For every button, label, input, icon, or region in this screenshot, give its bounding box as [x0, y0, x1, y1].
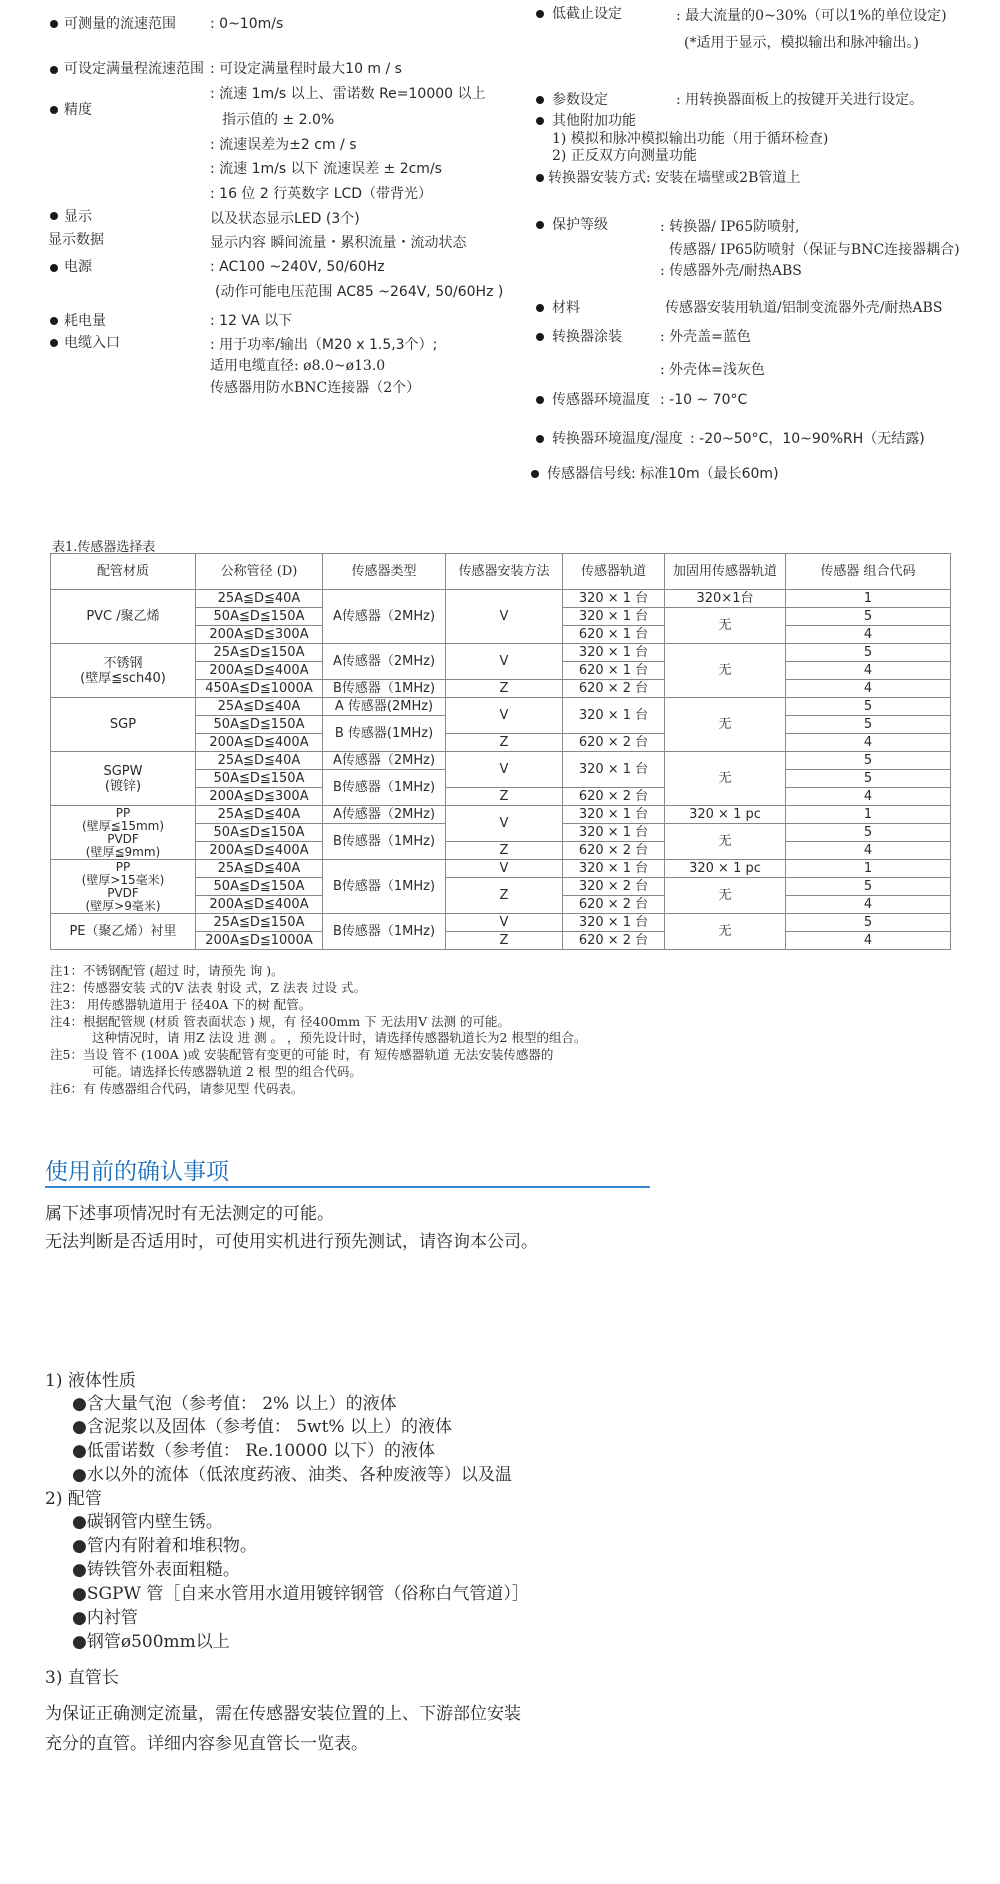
code-cell: 5	[786, 824, 951, 842]
checklist-item: ●含泥浆以及固体（参考值： 5wt% 以上）的液体	[72, 1417, 452, 1437]
note-line: 注2：传感器安装 式的V 法表 射设 式，Z 法表 过设 式。	[50, 980, 366, 995]
material-name: PVDF	[107, 831, 139, 846]
method-cell: Z	[446, 878, 563, 914]
spec-value: : 传感器外壳/耐热ABS	[660, 263, 802, 279]
material-cell: PVC /聚乙烯	[51, 590, 196, 644]
rail-cell: 620 × 2 台	[563, 896, 665, 914]
material-note: (镀锌)	[104, 778, 142, 794]
intro-line: 属下述事项情况时有无法测定的可能。	[45, 1204, 334, 1224]
checklist-heading: 2) 配管	[45, 1489, 102, 1509]
checklist-heading: 1) 液体性质	[45, 1371, 136, 1391]
rail-cell: 620 × 2 台	[563, 788, 665, 806]
material-cell	[51, 752, 196, 806]
spec-label: 转换器环境温度/湿度	[552, 431, 683, 447]
checklist-item: ●低雷诺数（参考值： Re.10000 以下）的液体	[72, 1441, 435, 1461]
reinforcement-cell: 无	[665, 824, 786, 860]
spec-value: : 外壳体=浅灰色	[660, 362, 765, 378]
bullet-icon	[531, 470, 539, 478]
note-line: 注1：不锈钢配管 (超过 时，请预先 询 )。	[50, 963, 284, 978]
sensor-type-cell: A 传感器(2MHz)	[323, 698, 446, 716]
method-cell: V	[446, 914, 563, 932]
rail-cell: 320 × 2 台	[563, 878, 665, 896]
rail-cell: 620 × 2 台	[563, 842, 665, 860]
spec-value: (动作可能电压范围 AC85 ~264V, 50/60Hz )	[215, 284, 504, 300]
table-row	[51, 644, 951, 662]
bullet-icon	[50, 339, 58, 347]
table-caption: 表1.传感器选择表	[52, 540, 156, 555]
method-cell: V	[446, 860, 563, 878]
diameter-cell: 50A≦D≦150A	[196, 608, 323, 626]
bullet-icon	[536, 396, 544, 404]
code-cell: 4	[786, 842, 951, 860]
bullet-icon	[536, 435, 544, 443]
code-cell: 5	[786, 698, 951, 716]
sensor-type-cell: B传感器（1MHz)	[323, 914, 446, 950]
spec-value: : 0~10m/s	[210, 16, 284, 32]
method-cell: Z	[446, 680, 563, 698]
rail-cell: 620 × 1 台	[563, 626, 665, 644]
spec-label: 电缆入口	[64, 335, 120, 351]
spec-label: 保护等级	[552, 217, 608, 233]
material-note: (壁厚>9毫米)	[85, 898, 161, 913]
section-divider	[45, 1186, 650, 1188]
method-cell: V	[446, 698, 563, 734]
material-note: (壁厚≦9mm)	[85, 844, 161, 859]
method-cell: V	[446, 806, 563, 842]
note-line: 这种情况时，请 用Z 法设 进 测 。 ，预先设计时，请选择传感器轨道长为2 根型的组合。	[92, 1030, 587, 1045]
rail-cell: 620 × 2 台	[563, 734, 665, 752]
checklist-item: ●水以外的流体（低浓度药液、油类、各种废液等）以及温	[72, 1465, 512, 1485]
diameter-cell: 25A≦D≦40A	[196, 590, 323, 608]
bullet-icon	[50, 106, 58, 114]
bullet-icon	[536, 304, 544, 312]
column-header: 配管材质	[51, 554, 196, 590]
spec-value: 传感器安装用轨道/铝制变流器外壳/耐热ABS	[665, 300, 943, 316]
spec-value: 显示内容 瞬间流量・累积流量・流动状态	[210, 235, 467, 251]
intro-line: 无法判断是否适用时，可使用实机进行预先测试，请咨询本公司。	[45, 1232, 538, 1252]
code-cell: 4	[786, 896, 951, 914]
rail-cell: 620 × 2 台	[563, 680, 665, 698]
code-cell: 4	[786, 680, 951, 698]
spec-value: 1) 模拟和脉冲模拟输出功能（用于循环检查)	[552, 131, 829, 147]
column-header: 传感器轨道	[563, 554, 665, 590]
material-name: 不锈钢	[103, 655, 143, 671]
sensor-type-cell: B 传感器(1MHz)	[323, 716, 446, 752]
column-header: 传感器安装方法	[446, 554, 563, 590]
spec-label: 精度	[64, 102, 92, 118]
spec-value: : -20~50°C，10~90%RH（无结露)	[690, 431, 925, 447]
reinforcement-cell: 320 × 1 pc	[665, 860, 786, 878]
sensor-type-cell: A传感器（2MHz)	[323, 644, 446, 680]
rail-cell: 620 × 1 台	[563, 662, 665, 680]
diameter-cell: 200A≦D≦1000A	[196, 932, 323, 950]
spec-label: 可测量的流速范围	[64, 16, 176, 32]
code-cell: 4	[786, 662, 951, 680]
rail-cell: 320 × 1 台	[563, 698, 665, 734]
spec-value: 2) 正反双方向测量功能	[552, 148, 697, 164]
note-line: 注5：当设 管不 (100A )或 安装配管有变更的可能 时，有 短传感器轨道 无法安装传感器的	[50, 1047, 554, 1062]
material-cell: PE（聚乙烯）衬里	[51, 914, 196, 950]
spec-value: (*适用于显示，模拟输出和脉冲输出。)	[684, 35, 919, 51]
rail-cell: 320 × 1 台	[563, 752, 665, 788]
spec-label: 电源	[64, 259, 92, 275]
diameter-cell: 25A≦D≦40A	[196, 860, 323, 878]
material-note: (壁厚≦sch40)	[80, 670, 166, 686]
material-name: PVDF	[107, 885, 139, 900]
diameter-cell: 25A≦D≦150A	[196, 644, 323, 662]
diameter-cell: 50A≦D≦150A	[196, 716, 323, 734]
reinforcement-cell: 无	[665, 914, 786, 950]
column-header: 传感器类型	[323, 554, 446, 590]
code-cell: 1	[786, 806, 951, 824]
method-cell: V	[446, 590, 563, 644]
material-name: PP	[115, 805, 131, 820]
bullet-icon	[50, 317, 58, 325]
code-cell: 5	[786, 914, 951, 932]
diameter-cell: 50A≦D≦150A	[196, 878, 323, 896]
code-cell: 1	[786, 860, 951, 878]
reinforcement-cell: 无	[665, 878, 786, 914]
reinforcement-cell: 320 × 1 pc	[665, 806, 786, 824]
spec-value: : 外壳盖=蓝色	[660, 329, 751, 345]
note-line: 注6：有 传感器组合代码，请参见型 代码表。	[50, 1081, 304, 1096]
method-cell: V	[446, 752, 563, 788]
diameter-cell: 25A≦D≦40A	[196, 806, 323, 824]
rail-cell: 620 × 2 台	[563, 932, 665, 950]
table-row	[51, 914, 951, 932]
table-row	[51, 860, 951, 878]
spec-label: 转换器安装方式: 安装在墙壁或2B管道上	[548, 170, 801, 186]
note-line: 注4：根据配管规 (材质 管表面状态 ) 规，有 径400mm 下 无法用V 法测 的可能。	[50, 1014, 511, 1029]
bullet-icon	[50, 212, 58, 220]
reinforcement-cell: 无	[665, 752, 786, 806]
spec-label: 显示数据	[48, 232, 104, 248]
paragraph-line: 为保证正确测定流量，需在传感器安装位置的上、下游部位安装	[45, 1704, 521, 1724]
checklist-item: ●钢管ø500mm以上	[72, 1632, 230, 1652]
checklist-item: ●含大量气泡（参考值： 2% 以上）的液体	[72, 1394, 397, 1414]
checklist-item: ●管内有附着和堆积物。	[72, 1536, 257, 1556]
material-note: (壁厚>15毫米)	[81, 872, 165, 887]
spec-label: 转换器涂装	[552, 329, 622, 345]
spec-label: 低截止设定	[552, 6, 622, 22]
code-cell: 5	[786, 770, 951, 788]
spec-label: 耗电量	[64, 313, 106, 329]
method-cell: Z	[446, 932, 563, 950]
spec-value: : AC100 ~240V, 50/60Hz	[210, 259, 385, 275]
method-cell: V	[446, 644, 563, 680]
bullet-icon	[536, 174, 544, 182]
spec-value: 指示值的 ± 2.0%	[222, 112, 335, 128]
spec-value: : 12 VA 以下	[210, 313, 293, 329]
note-line: 注3： 用传感器轨道用于 径40A 下的树 配管。	[50, 997, 312, 1012]
diameter-cell: 200A≦D≦400A	[196, 662, 323, 680]
sensor-type-cell: B传感器（1MHz)	[323, 860, 446, 914]
column-header: 公称管径 (D)	[196, 554, 323, 590]
sensor-type-cell: A传感器（2MHz)	[323, 590, 446, 644]
diameter-cell: 50A≦D≦150A	[196, 824, 323, 842]
material-note: (壁厚≦15mm)	[81, 818, 165, 833]
bullet-icon	[536, 221, 544, 229]
code-cell: 5	[786, 716, 951, 734]
spec-value: : 用于功率/输出（M20 x 1.5,3个）;	[210, 337, 438, 353]
material-cell: SGP	[51, 698, 196, 752]
spec-value: 适用电缆直径: ø8.0~ø13.0	[210, 358, 386, 374]
diameter-cell: 200A≦D≦400A	[196, 896, 323, 914]
material-name: PP	[115, 859, 131, 874]
material-cell	[51, 806, 196, 860]
spec-label: 传感器信号线: 标准10m（最长60m)	[547, 466, 779, 482]
note-line: 可能。请选择长传感器轨道 2 根 型的组合代码。	[92, 1064, 362, 1079]
rail-cell: 320 × 1 台	[563, 806, 665, 824]
spec-value: : 转换器/ IP65防喷射,	[660, 219, 800, 235]
diameter-cell: 25A≦D≦150A	[196, 914, 323, 932]
column-header: 传感器 组合代码	[786, 554, 951, 590]
spec-label: 传感器环境温度	[552, 392, 650, 408]
spec-label: 参数设定	[552, 92, 608, 108]
code-cell: 1	[786, 590, 951, 608]
material-name: SGPW	[103, 763, 143, 779]
diameter-cell: 200A≦D≦400A	[196, 842, 323, 860]
material-cell	[51, 644, 196, 698]
sensor-type-cell: B传感器（1MHz)	[323, 680, 446, 698]
checklist-item: ●铸铁管外表面粗糙。	[72, 1560, 240, 1580]
spec-value: 以及状态显示LED (3个)	[210, 211, 360, 227]
diameter-cell: 50A≦D≦150A	[196, 770, 323, 788]
bullet-icon	[536, 117, 544, 125]
code-cell: 5	[786, 644, 951, 662]
spec-value: : -10 ~ 70°C	[660, 392, 748, 408]
table-row	[51, 752, 951, 770]
code-cell: 5	[786, 878, 951, 896]
bullet-icon	[50, 66, 58, 74]
spec-value: 传感器用防水BNC连接器（2个）	[210, 380, 421, 396]
code-cell: 5	[786, 752, 951, 770]
rail-cell: 320 × 1 台	[563, 608, 665, 626]
sensor-type-cell: B传感器（1MHz)	[323, 770, 446, 806]
sensor-type-cell: B传感器（1MHz)	[323, 824, 446, 860]
rail-cell: 320 × 1 台	[563, 914, 665, 932]
spec-value: : 流速 1m/s 以下 流速误差 ± 2cm/s	[210, 161, 442, 177]
table-header-row	[51, 554, 951, 590]
sensor-selection-table	[50, 553, 951, 950]
spec-value: : 用转换器面板上的按键开关进行设定。	[676, 92, 924, 108]
bullet-icon	[50, 264, 58, 272]
code-cell: 5	[786, 608, 951, 626]
spec-label: 其他附加功能	[552, 113, 636, 129]
sensor-type-cell: A传感器（2MHz)	[323, 806, 446, 824]
reinforcement-cell: 320×1台	[665, 590, 786, 608]
spec-value: : 流速 1m/s 以上、雷诺数 Re=10000 以上	[210, 86, 486, 102]
table-row	[51, 590, 951, 608]
diameter-cell: 25A≦D≦40A	[196, 752, 323, 770]
code-cell: 4	[786, 788, 951, 806]
paragraph-line: 充分的直管。详细内容参见直管长一览表。	[45, 1734, 368, 1754]
sensor-type-cell: A传感器（2MHz)	[323, 752, 446, 770]
diameter-cell: 450A≦D≦1000A	[196, 680, 323, 698]
checklist-item: ●内衬管	[72, 1608, 138, 1628]
bullet-icon	[536, 10, 544, 18]
rail-cell: 320 × 1 台	[563, 860, 665, 878]
code-cell: 4	[786, 626, 951, 644]
method-cell: Z	[446, 788, 563, 806]
reinforcement-cell: 无	[665, 644, 786, 698]
checklist-item: ●碳钢管内壁生锈。	[72, 1512, 223, 1532]
material-cell	[51, 860, 196, 914]
spec-value: : 可设定满量程时最大10 m / s	[210, 61, 402, 77]
bullet-icon	[50, 20, 58, 28]
bullet-icon	[536, 333, 544, 341]
spec-label: 可设定满量程流速范围	[64, 61, 204, 77]
rail-cell: 320 × 1 台	[563, 644, 665, 662]
spec-value: 传感器/ IP65防喷射（保证与BNC连接器耦合)	[669, 242, 960, 258]
spec-value: : 16 位 2 行英数字 LCD（带背光）	[210, 186, 433, 202]
section-title: 使用前的确认事项	[45, 1159, 229, 1185]
code-cell: 4	[786, 734, 951, 752]
spec-label: 显示	[64, 209, 92, 225]
rail-cell: 320 × 1 台	[563, 590, 665, 608]
checklist-item: ●SGPW 管［自来水管用水道用镀锌钢管（俗称白气管道）］	[72, 1584, 529, 1604]
diameter-cell: 200A≦D≦300A	[196, 788, 323, 806]
method-cell: Z	[446, 842, 563, 860]
diameter-cell: 25A≦D≦40A	[196, 698, 323, 716]
diameter-cell: 200A≦D≦300A	[196, 626, 323, 644]
checklist-heading: 3) 直管长	[45, 1668, 119, 1688]
code-cell: 4	[786, 932, 951, 950]
table-row	[51, 806, 951, 824]
bullet-icon	[536, 96, 544, 104]
column-header: 加固用传感器轨道	[665, 554, 786, 590]
reinforcement-cell: 无	[665, 608, 786, 644]
table-row	[51, 698, 951, 716]
spec-value: : 流速误差为±2 cm / s	[210, 137, 357, 153]
rail-cell: 320 × 1 台	[563, 824, 665, 842]
diameter-cell: 200A≦D≦400A	[196, 734, 323, 752]
reinforcement-cell: 无	[665, 698, 786, 752]
spec-value: : 最大流量的0~30%（可以1%的单位设定)	[676, 8, 947, 24]
spec-label: 材料	[552, 300, 580, 316]
method-cell: Z	[446, 734, 563, 752]
